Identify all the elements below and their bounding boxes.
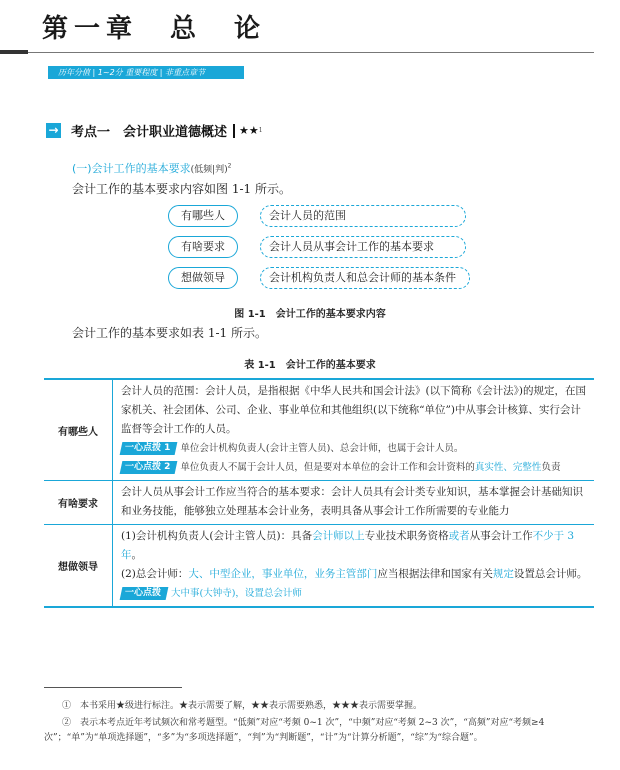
table-row <box>44 380 594 481</box>
table-row <box>44 481 594 525</box>
diagram-right-box: 会计机构负责人和总会计师的基本条件 <box>260 267 470 289</box>
subsection-heading <box>72 160 231 176</box>
row-text: (2)总会计师：大、中型企业，事业单位，业务主管部门应当根据法律和国家有关规定设置总会计师。 <box>121 568 588 580</box>
chapter-rule-accent <box>0 50 28 54</box>
tip-badge: 一心点拨 <box>120 587 169 600</box>
tip-badge: 一心点拨 1 <box>120 442 178 455</box>
row-content <box>113 481 594 524</box>
table-row <box>44 525 594 606</box>
diagram-left-box: 有啥要求 <box>168 236 238 258</box>
paragraph-table-intro: 会计工作的基本要求如表 1-1 所示。 <box>72 326 267 340</box>
row-content <box>113 525 594 606</box>
row-header: 有哪些人 <box>44 380 113 480</box>
requirements-table <box>44 378 594 608</box>
diagram-right-box: 会计人员的范围 <box>260 205 466 227</box>
row-text: (1)会计机构负责人(会计主管人员)：具备会计师以上专业技术职务资格或者从事会计工作不少于 3 年。 <box>121 530 575 561</box>
row-text: 会计人员的范围：会计人员，是指根据《中华人民共和国会计法》(以下简称《会计法》)的规定，在国家机关、社会团体、公司、企业、事业单位和其他组织(以下统称“单位”)中从事会计核算、实行会计监督等会计工作的人员。 <box>121 385 586 435</box>
info-bar: 历年分值 | 1~2分 重要程度 | 非重点章节 <box>48 66 244 79</box>
footnote-mark-1: 1 <box>258 127 263 134</box>
figure-diagram <box>168 205 478 290</box>
diagram-row <box>168 205 478 227</box>
section-divider <box>233 124 235 138</box>
section-heading <box>46 121 263 140</box>
tip-text: 大中事(大钟寺)，设置总会计师 <box>171 588 302 599</box>
importance-stars: ★★ <box>239 124 259 137</box>
chapter-rule <box>0 52 594 53</box>
frequency-tag: (低频|判) <box>190 165 228 175</box>
diagram-left-box: 想做领导 <box>168 267 238 289</box>
subsection-title: (一)会计工作的基本要求 <box>72 162 191 175</box>
figure-caption: 图 1-1 会计工作的基本要求内容 <box>234 309 386 320</box>
paragraph-intro: 会计工作的基本要求内容如图 1-1 所示。 <box>72 182 291 196</box>
footnote-rule <box>44 687 182 688</box>
footnote-mark-2: 2 <box>227 162 232 170</box>
footnote-1: ① 本书采用★级进行标注。★表示需要了解，★★表示需要熟悉，★★★表示需要掌握。 <box>62 701 423 711</box>
diagram-row <box>168 236 478 258</box>
row-content <box>113 380 594 480</box>
highlight-text: 真实性、完整性 <box>474 462 542 473</box>
row-header: 想做领导 <box>44 525 113 606</box>
tip-line: 一心点拨 2 单位负责人不属于会计人员，但是要对本单位的会计工作和会计资料的真实性、完整性负责 <box>121 458 588 477</box>
tip-text: 单位会计机构负责人(会计主管人员)、总会计师，也属于会计人员。 <box>180 443 464 454</box>
diagram-right-box: 会计人员从事会计工作的基本要求 <box>260 236 466 258</box>
chapter-title: 第一章 总 论 <box>42 14 267 44</box>
tip-badge: 一心点拨 2 <box>120 461 178 474</box>
section-title: 考点一 会计职业道德概述 <box>71 125 228 140</box>
row-header: 有啥要求 <box>44 481 113 524</box>
tip-line <box>121 584 588 603</box>
footnote-2: ② 表示本考点近年考试频次和常考题型。“低频”对应“考频 0~1 次”，“中频”对应“考频 2~3 次”，“高频”对应“考频≥4 次”；“单”为“单项选择题”，“多”为“多项选择题”，“判”为“判断题”，“计”为“计算分析题”，“综”为“综合题”。 <box>44 718 545 743</box>
row-text: 会计人员从事会计工作应当符合的基本要求：会计人员具有会计类专业知识，基本掌握会计基础知识和业务技能，能够独立处理基本会计业务，表明具备从事会计工作所需要的专业能力 <box>121 486 583 517</box>
diagram-row <box>168 267 478 289</box>
table-caption: 表 1-1 会计工作的基本要求 <box>244 360 376 371</box>
arrow-right-icon: → <box>46 123 61 138</box>
diagram-left-box: 有哪些人 <box>168 205 238 227</box>
tip-line <box>121 439 588 458</box>
